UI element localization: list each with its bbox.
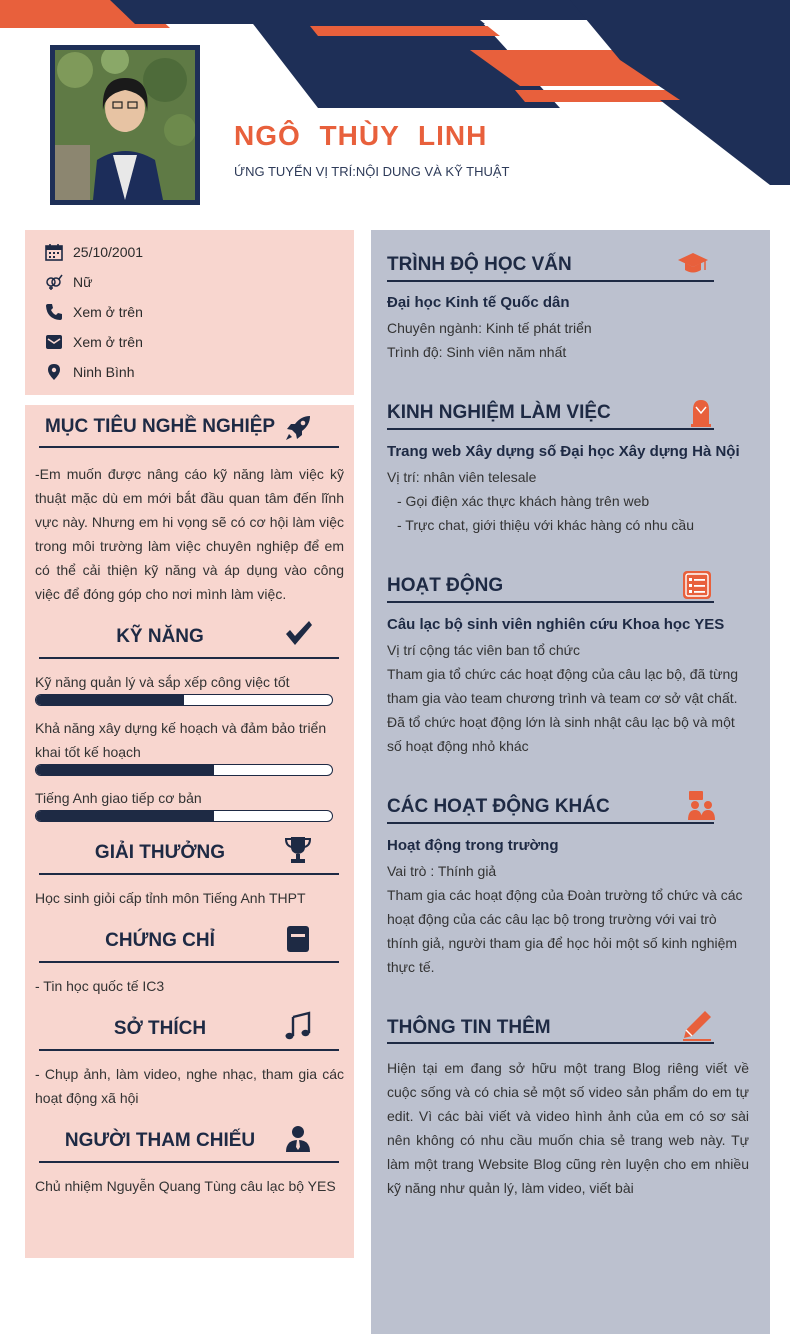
experience-divider xyxy=(387,428,714,430)
personal-location xyxy=(45,360,134,384)
references-text: Chủ nhiệm Nguyễn Quang Tùng câu lạc bộ YES xyxy=(35,1178,336,1194)
activities-title: HOẠT ĐỘNG xyxy=(387,575,504,596)
worker-icon xyxy=(685,396,717,428)
activities-line-3: Đã tổ chức hoạt động lớn là sinh nhật câu lạc bộ và một xyxy=(387,714,735,730)
skill-bar-3-fill xyxy=(36,811,214,821)
hobbies-divider xyxy=(39,1049,339,1051)
education-level: Trình độ: Sinh viên năm nhất xyxy=(387,344,567,360)
graduation-cap-icon xyxy=(677,248,709,280)
hobbies-title: SỞ THÍCH xyxy=(113,1018,207,1039)
location-text: Ninh Bình xyxy=(73,364,135,380)
profile-photo xyxy=(55,50,195,200)
other-activities-line-2: hoạt động của các câu lạc bộ trong trường với vai trò xyxy=(387,911,717,927)
skill-bar-3 xyxy=(35,810,333,822)
additional-title: THÔNG TIN THÊM xyxy=(387,1017,551,1038)
experience-duty-2: - Trực chat, giới thiệu với khác hàng có nhu cầu xyxy=(397,517,694,533)
checklist-icon xyxy=(681,569,713,601)
references-title: NGƯỜI THAM CHIẾU xyxy=(64,1130,256,1151)
activities-role: Vị trí cộng tác viên ban tổ chức xyxy=(387,642,581,658)
skill-bar-1-fill xyxy=(36,695,184,705)
skills-title: KỸ NĂNG xyxy=(116,626,204,647)
presenter-icon xyxy=(685,789,717,821)
awards-text: Học sinh giỏi cấp tỉnh môn Tiếng Anh THPT xyxy=(35,890,306,906)
awards-divider xyxy=(39,873,339,875)
objective-text: -Em muốn được nâng cáo kỹ năng làm việc kỹ thuật mặc dù em mới bắt đầu quan tâm đến lĩnh vực này. Nhưng em hi vọng sẽ có cơ hội làm việc trong môi trường làm việc chuyên nghiệp để em có thể cải thiện kỹ năng và áp dụng vào công việc để đóng góp cho nơi mình làm việc. xyxy=(35,466,344,602)
activities-line-4: số hoạt động nhỏ khác xyxy=(387,738,529,754)
skill-bar-2-fill xyxy=(36,765,214,775)
skill-label-3: Tiếng Anh giao tiếp cơ bản xyxy=(35,790,202,806)
certificates-text: - Tin học quốc tế IC3 xyxy=(35,978,165,994)
personal-birthdate xyxy=(45,240,143,264)
pencil-icon xyxy=(681,1009,713,1041)
other-activities-divider xyxy=(387,822,714,824)
location-icon xyxy=(45,363,63,381)
certificates-title: CHỨNG CHỈ xyxy=(105,930,215,951)
gender-icon xyxy=(45,273,63,291)
email-text: Xem ở trên xyxy=(73,334,143,350)
music-note-icon xyxy=(283,1011,313,1041)
personal-phone xyxy=(45,300,143,324)
experience-company: Trang web Xây dựng số Đại học Xây dựng Hà Nội xyxy=(387,443,740,460)
personal-gender xyxy=(45,270,92,294)
other-activities-line-4: thực tế. xyxy=(387,959,435,975)
education-school: Đại học Kinh tế Quốc dân xyxy=(387,294,570,311)
other-activities-line-3: thính giả, người tham gia để học hỏi một số kinh nghiệm xyxy=(387,935,738,951)
phone-text: Xem ở trên xyxy=(73,304,143,320)
personal-email xyxy=(45,330,143,354)
profile-photo-frame xyxy=(50,45,200,205)
skill-bar-2 xyxy=(35,764,333,776)
trophy-icon xyxy=(283,835,313,865)
objective-title: MỤC TIÊU NGHỀ NGHIỆP xyxy=(44,416,276,437)
skills-divider xyxy=(39,657,339,659)
additional-text: Hiện tại em đang sở hữu một trang Blog riêng viết về cuộc sống và có chia sẻ một số video sản phẩm do em tự edit. Vì các bài viết và video hình ảnh của em có sơ sài nên không có nhu cầu muốn chia sẻ trang web này. Tự làm một trang Website Blog cũng rèn luyện cho em nhiều kỹ năng như quản lý, làm video, viết bài xyxy=(387,1060,749,1196)
certificates-divider xyxy=(39,961,339,963)
education-title: TRÌNH ĐỘ HỌC VẤN xyxy=(387,254,572,275)
skill-label-1: Kỹ năng quản lý và sắp xếp công việc tốt xyxy=(35,674,290,690)
activities-org: Câu lạc bộ sinh viên nghiên cứu Khoa học YES xyxy=(387,616,725,633)
education-major: Chuyên ngành: Kinh tế phát triển xyxy=(387,320,592,336)
candidate-name: NGÔ THÙY LINH xyxy=(234,120,488,151)
activities-divider xyxy=(387,601,714,603)
other-activities-title: CÁC HOẠT ĐỘNG KHÁC xyxy=(387,796,610,817)
skill-label-2: Khả năng xây dựng kế hoạch và đảm bảo triển khai tốt kế hoạch xyxy=(35,720,327,760)
other-activities-role: Vai trò : Thính giả xyxy=(387,863,497,879)
personal-info-box xyxy=(25,230,354,395)
birthdate-text: 25/10/2001 xyxy=(73,244,144,260)
email-icon xyxy=(45,333,63,351)
person-icon xyxy=(283,1123,313,1153)
experience-title: KINH NGHIỆM LÀM VIỆC xyxy=(387,402,611,423)
rocket-icon xyxy=(283,413,313,443)
additional-divider xyxy=(387,1042,714,1044)
right-column xyxy=(371,230,770,1334)
activities-line-2: tham gia vào team chương trình và team cơ sở vật chất. xyxy=(387,690,738,706)
education-divider xyxy=(387,280,714,282)
experience-role: Vị trí: nhân viên telesale xyxy=(387,469,537,485)
experience-duty-1: - Gọi điện xác thực khách hàng trên web xyxy=(397,493,650,509)
position-applied: ỨNG TUYỂN VỊ TRÍ:NỘI DUNG VÀ KỸ THUẬT xyxy=(234,164,510,179)
gender-text: Nữ xyxy=(73,274,93,290)
other-activities-org: Hoạt động trong trường xyxy=(387,837,559,854)
other-activities-line-1: Tham gia các hoạt động của Đoàn trường tổ chức và các xyxy=(387,887,743,903)
skill-bar-1 xyxy=(35,694,333,706)
checkmark-icon xyxy=(283,618,313,648)
references-divider xyxy=(39,1161,339,1163)
objective-divider xyxy=(39,446,339,448)
certificate-icon xyxy=(283,924,313,954)
awards-title: GIẢI THƯỞNG xyxy=(94,842,226,863)
calendar-icon xyxy=(45,243,63,261)
left-column xyxy=(25,405,354,1258)
hobbies-text: - Chụp ảnh, làm video, nghe nhạc, tham gia các hoạt động xã hội xyxy=(35,1066,344,1106)
phone-icon xyxy=(45,303,63,321)
activities-line-1: Tham gia tổ chức các hoạt động của câu lạc bộ, đã từng xyxy=(387,666,739,682)
